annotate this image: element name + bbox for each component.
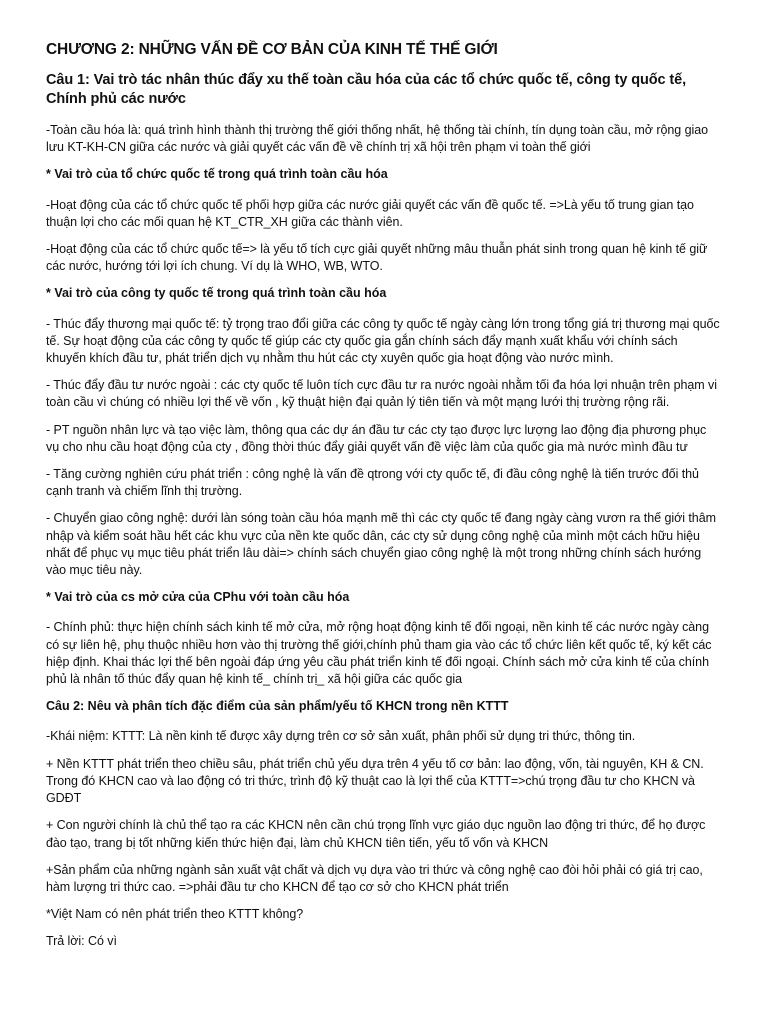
question-1-title: Câu 1: Vai trò tác nhân thúc đẩy xu thế toàn cầu hóa của các tổ chức quốc tế, công ty quốc tế, Chính phủ các nước xyxy=(46,72,687,107)
paragraph-q2-1: -Khái niệm: KTTT: Là nền kinh tế được xây dựng trên cơ sở sản xuất, phân phối sử dụng tri thức, thông tin. xyxy=(46,729,636,744)
paragraph-companies-3: - PT nguồn nhân lực và tạo việc làm, thông qua các dự án đầu tư các cty tạo được lực lượng lao động địa phương phục vụ cho nhu cầu hoạt động của cty , đồng thời thúc đẩy giải quyết vấn đề việc làm của quốc gia mà nước mình đầu tư xyxy=(46,422,707,454)
paragraph-q2-6: Trả lời: Có vì xyxy=(46,934,117,949)
paragraph-companies-1: - Thúc đẩy thương mại quốc tế: tỷ trọng trao đổi giữa các công ty quốc tế ngày càng lớn trong tổng giá trị thương mại quốc tế. Sự hoạt động của các công ty quốc tế giúp các cty quốc gia gắn chính sách đẩy mạnh xuất khẩu với chính sách khuyến khích đầu tư, phát triển dịch vụ nhằm thu hút các cty xuyên quốc gia hoạt động vào nước mình. xyxy=(46,316,720,366)
paragraph-orgs-2: -Hoạt động của các tổ chức quốc tế=> là yếu tố tích cực giải quyết những mâu thuẫn phát sinh trong quan hệ kinh tế giữ các nước, hướng tới lợi ích chung. Ví dụ là WHO, WB, WTO. xyxy=(46,242,708,274)
section-heading-international-companies: * Vai trò của công ty quốc tế trong quá trình toàn cầu hóa xyxy=(46,286,387,301)
paragraph-government-1: - Chính phủ: thực hiện chính sách kinh tế mở cửa, mở rộng hoạt động kinh tế đối ngoại, nền kinh tế các nước ngày càng có sự liên hệ, phụ thuộc nhiều hơn vào thị trường thế giới,chính phủ tham gia vào các tổ chức liên kết quốc tế, ký kết các hiệp định. Khai thác lợi thế bên ngoài đáp ứng yêu cầu phát triển kinh tế đối ngoại. Chính sách mở cửa kinh tế của chính phủ là nhân tố thúc đẩy quan hệ kinh tế_ chính trị_ xã hội giữa các quốc gia xyxy=(46,620,712,687)
paragraph-companies-4: - Tăng cường nghiên cứu phát triển : công nghệ là vấn đề qtrong với cty quốc tế, đi đầu công nghệ là tiến trước đối thủ cạnh tranh và chiếm lĩnh thị trường. xyxy=(46,467,699,499)
question-2-title: Câu 2: Nêu và phân tích đặc điểm của sản phẩm/yếu tố KHCN trong nền KTTT xyxy=(46,699,509,714)
paragraph-companies-5: - Chuyển giao công nghệ: dưới làn sóng toàn cầu hóa mạnh mẽ thì các cty quốc tế đang ngày càng vươn ra thế giới thâm nhập và kiểm soát hầu hết các khu vực của nền kte quốc dân, các cty sử dụng công nghệ của mình một cách hữu hiệu nhất để phục vụ mục tiêu phát triển lâu dài=> chính sách chuyển giao công nghệ là một trong những chính sách hướng vào mục tiêu này. xyxy=(46,511,716,578)
paragraph-companies-2: - Thúc đẩy đầu tư nước ngoài : các cty quốc tế luôn tích cực đầu tư ra nước ngoài nhằm tối đa hóa lợi nhuận trên phạm vi toàn cầu vì chúng có nhiều lợi thế về vốn , kỹ thuật hiện đại quản lý tiên tiến và một mạng lưới thị trường rộng rãi. xyxy=(46,378,717,410)
section-heading-international-orgs: * Vai trò của tổ chức quốc tế trong quá trình toàn cầu hóa xyxy=(46,167,388,182)
globalization-definition: -Toàn cầu hóa là: quá trình hình thành thị trường thế giới thống nhất, hệ thống tài chính, tín dụng toàn cầu, mở rộng giao lưu KT-KH-CN giữa các nước và giải quyết các vấn đề về chính trị xã hội trên phạm vi toàn thế giới xyxy=(46,123,709,155)
chapter-title: CHƯƠNG 2: NHỮNG VẤN ĐỀ CƠ BẢN CỦA KINH TẾ THẾ GIỚI xyxy=(46,41,498,58)
section-heading-government-policy: * Vai trò của cs mở cửa của CPhu với toàn cầu hóa xyxy=(46,590,350,605)
paragraph-q2-2: + Nền KTTT phát triển theo chiều sâu, phát triển chủ yếu dựa trên 4 yếu tố cơ bản: lao động, vốn, tài nguyên, KH & CN. Trong đó KHCN cao và lao động có tri thức, trình độ kỹ thuật cao là lợi thế của KTTT=>chú trọng đầu tư cho KHCN và GDĐT xyxy=(46,756,704,806)
paragraph-q2-3: + Con người chính là chủ thể tạo ra các KHCN nên cần chú trọng lĩnh vực giáo dục nguồn lao động tri thức, để họ được đào tạo, trang bị tốt những kiến thức hiện đại, làm chủ KHCN tiên tiến, yếu tố vốn và KHCN xyxy=(46,818,706,850)
paragraph-q2-4: +Sản phẩm của những ngành sản xuất vật chất và dịch vụ dựa vào tri thức và công nghệ cao đòi hỏi phải có giá trị cao, hàm lượng tri thức cao. =>phải đầu tư cho KHCN để tạo cơ sở cho KHCN phát triển xyxy=(46,862,703,894)
paragraph-q2-5: *Việt Nam có nên phát triển theo KTTT không? xyxy=(46,907,304,922)
paragraph-orgs-1: -Hoạt động của các tổ chức quốc tế phối hợp giữa các nước giải quyết các vấn đề quốc tế. =>Là yếu tố trung gian tạo thuận lợi cho các mối quan hệ KT_CTR_XH giữa các thành viên. xyxy=(46,197,694,229)
